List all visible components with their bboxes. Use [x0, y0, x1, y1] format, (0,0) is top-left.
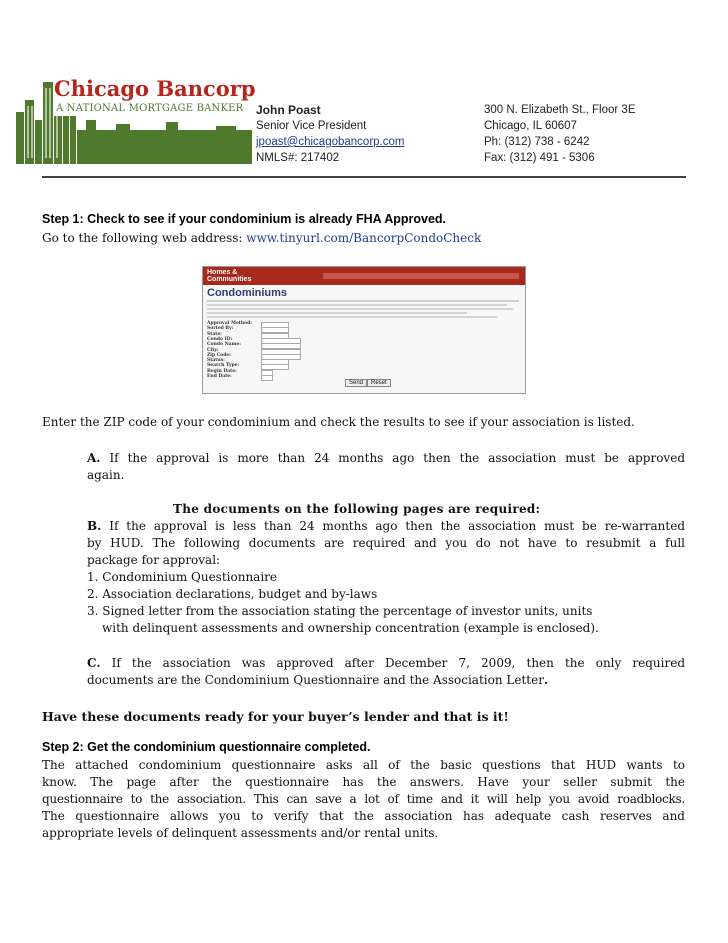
list-item: 2. Association declarations, budget and by-laws	[87, 587, 378, 601]
screenshot-field-label: State:	[207, 331, 222, 337]
address-line-2: Chicago, IL 60607	[484, 120, 577, 132]
screenshot-field-label: City:	[207, 347, 219, 353]
nmls-number: NMLS#: 217402	[256, 152, 340, 164]
list-item-continued: with delinquent assessments and ownership concentration (example is enclosed).	[102, 621, 599, 635]
step2-line: The questionnaire allows you to verify that the association has adequate cash reserves and	[42, 809, 685, 823]
screenshot-form-row	[207, 354, 407, 359]
contact-person	[256, 102, 404, 166]
item-a-line2: again.	[87, 468, 125, 482]
screenshot-form-row	[207, 333, 407, 338]
phone-number: Ph: (312) 738 - 6242	[484, 136, 590, 148]
condo-check-link[interactable]: www.tinyurl.com/BancorpCondoCheck	[246, 231, 482, 245]
fax-number: Fax: (312) 491 - 5306	[484, 152, 595, 164]
step2-line: questionnaire to the association. This can save a lot of time and it will help you avoid roadblocks.	[42, 792, 685, 806]
screenshot-nav	[323, 273, 519, 279]
logo-name: Chicago Bancorp	[54, 76, 256, 101]
step1-goto	[42, 230, 481, 247]
screenshot-field-label: Sorted By:	[207, 326, 234, 332]
screenshot-brand: Homes & Communities	[207, 269, 252, 283]
step2-line: appropriate levels of delinquent assessments and/or rental units.	[42, 826, 439, 840]
item-b-line2: by HUD. The following documents are required and you do not have to resubmit a full	[87, 536, 685, 550]
item-c-line2: documents are the Condominium Questionnaire and the Association Letter.	[87, 673, 549, 687]
fha-search-screenshot	[202, 266, 526, 394]
screenshot-field-label: Search Type:	[207, 363, 240, 369]
screenshot-form-row	[207, 322, 407, 327]
screenshot-field-label: Status:	[207, 358, 225, 364]
header-divider	[42, 176, 686, 178]
goto-text: Go to the following web address:	[42, 231, 247, 245]
screenshot-field-label: Begin Date:	[207, 368, 237, 374]
screenshot-field-label: Condo ID:	[207, 336, 233, 342]
item-b-line3: package for approval:	[87, 553, 221, 567]
office-info	[484, 102, 636, 166]
screenshot-field-label: Condo Name:	[207, 342, 241, 348]
step2-line: The attached condominium questionnaire asks all of the basic questions that HUD wants to	[42, 758, 685, 772]
docs-heading: The documents on the following pages are required:	[173, 502, 541, 516]
screenshot-form-row	[207, 370, 407, 375]
email-link[interactable]: jpoast@chicagobancorp.com	[256, 136, 405, 148]
screenshot-heading: Condominiums	[207, 287, 288, 299]
item-a-label: A.	[87, 451, 101, 465]
screenshot-reset-button: Reset	[367, 379, 391, 387]
ready-statement: Have these documents ready for your buyer’s lender and that is it!	[42, 709, 509, 724]
screenshot-field-label: Approval Method:	[207, 321, 252, 326]
logo-tagline: A NATIONAL MORTGAGE BANKER	[56, 103, 244, 114]
list-item: 1. Condominium Questionnaire	[87, 570, 278, 584]
screenshot-form-row	[207, 327, 407, 332]
screenshot-form-row	[207, 343, 407, 348]
person-name: John Poast	[256, 103, 321, 117]
item-b-line1: B. If the approval is less than 24 months ago then the association must be re-warranted	[87, 519, 685, 533]
person-title: Senior Vice President	[256, 120, 367, 132]
zip-instruction: Enter the ZIP code of your condominium and check the results to see if your association is listed.	[42, 415, 635, 429]
screenshot-field-label: Zip Code:	[207, 352, 231, 358]
screenshot-send-button: Send	[345, 379, 367, 387]
step2-line: know. The page after the questionnaire has the answers. Have your seller submit the	[42, 775, 685, 789]
screenshot-form-row	[207, 364, 407, 369]
screenshot-field-input	[261, 375, 273, 381]
item-a-line1: A. If the approval is more than 24 months ago then the association must be approved	[87, 451, 685, 465]
step2-title: Step 2: Get the condominium questionnaire completed.	[42, 740, 371, 754]
company-logo	[16, 72, 256, 164]
screenshot-form-row	[207, 349, 407, 354]
screenshot-field-label: End Date:	[207, 374, 232, 379]
item-b-label: B.	[87, 519, 102, 533]
step1-title: Step 1: Check to see if your condominium is already FHA Approved.	[42, 212, 447, 226]
address-line-1: 300 N. Elizabeth St., Floor 3E	[484, 104, 636, 116]
list-item: 3. Signed letter from the association stating the percentage of investor units, units	[87, 604, 593, 618]
item-c-label: C.	[87, 656, 101, 670]
item-c-line1: C. If the association was approved after December 7, 2009, then the only required	[87, 656, 685, 670]
